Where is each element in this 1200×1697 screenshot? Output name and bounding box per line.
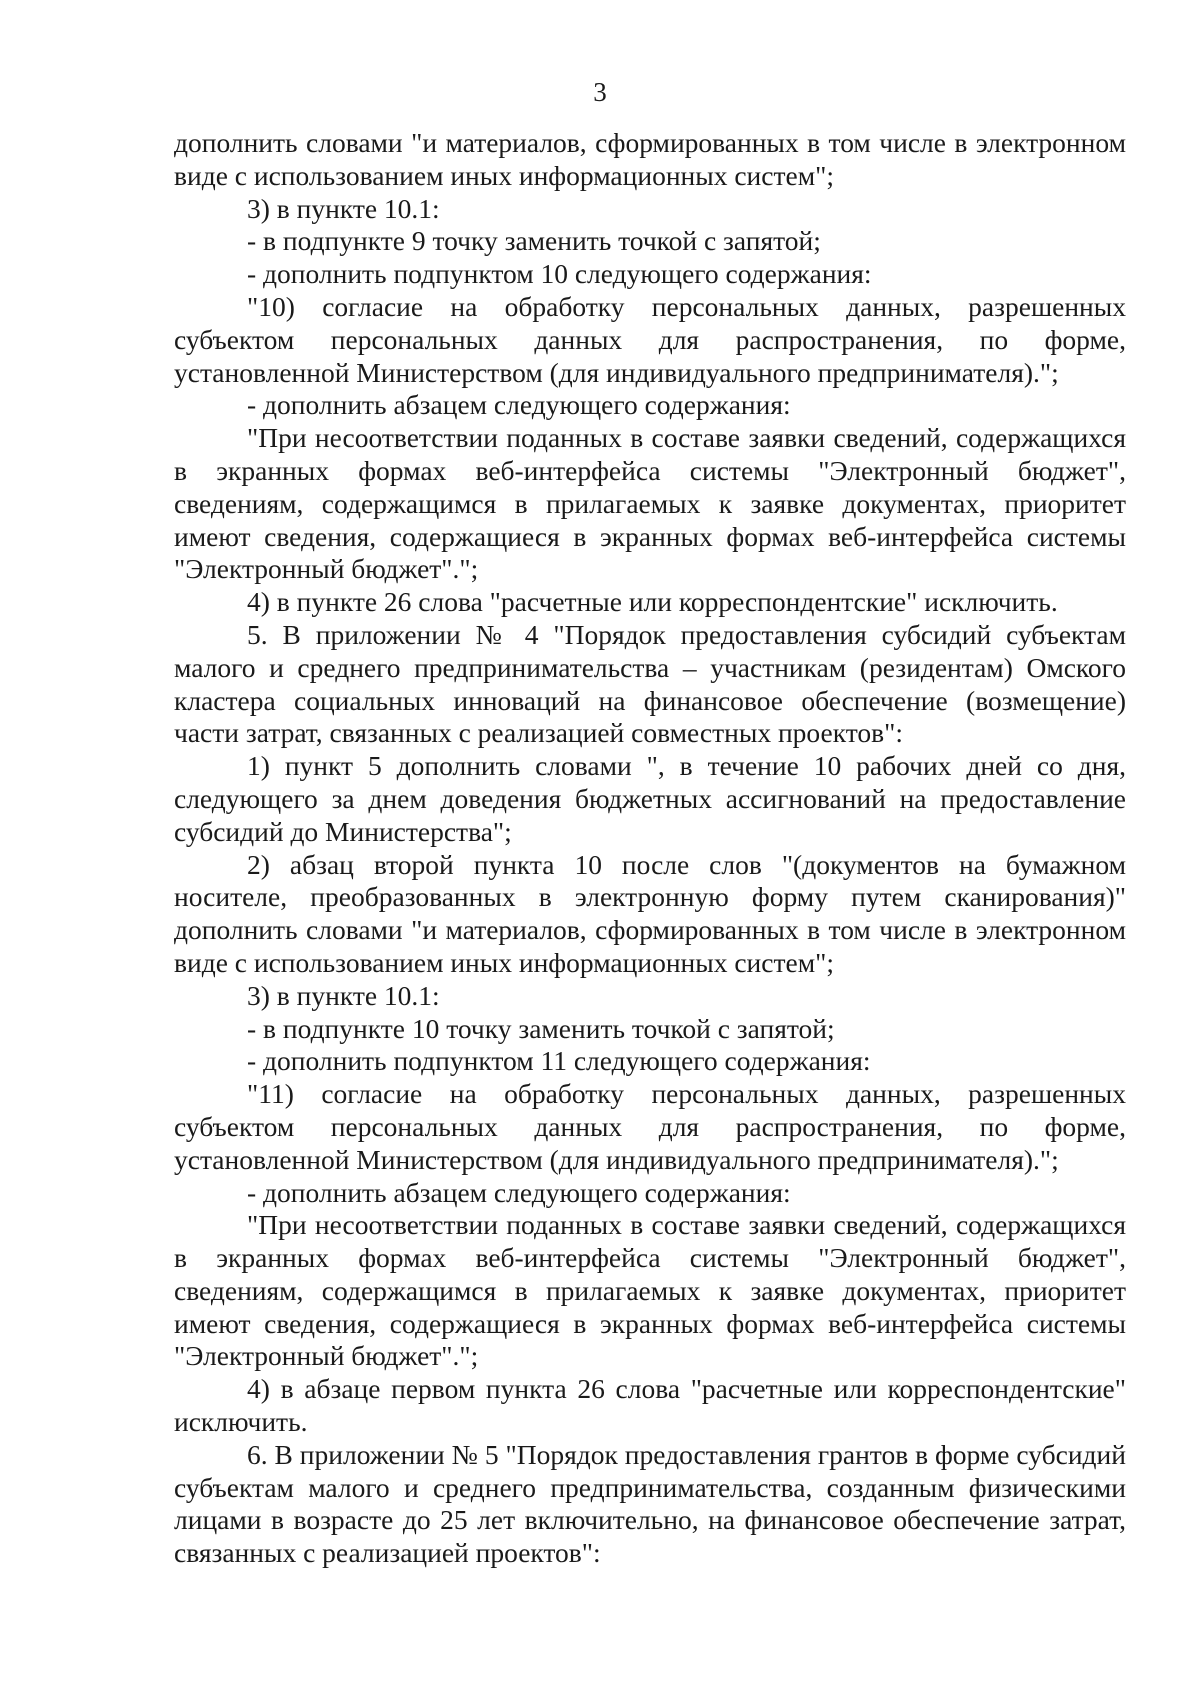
- paragraph: 4) в абзаце первом пункта 26 слова "расчетные или корреспондентские" исключить.: [174, 1373, 1126, 1438]
- paragraph: - дополнить подпунктом 10 следующего содержания:: [247, 258, 872, 290]
- paragraph: "При несоответствии поданных в составе заявки сведений, содержащихся в экранных формах веб-интерфейса системы "Электронный бюджет", сведениям, содержащимся в прилагаемых к заявке документах, приоритет имеют сведения, содержащиеся в экранных формах веб-интерфейса системы "Электронный бюджет".";: [174, 1209, 1126, 1372]
- paragraph: 1) пункт 5 дополнить словами ", в течение 10 рабочих дней со дня, следующего за днем доведения бюджетных ассигнований на предоставление субсидий до Министерства";: [174, 750, 1126, 847]
- page-number: 3: [593, 77, 607, 107]
- document-body: [174, 127, 1126, 1570]
- paragraph: "10) согласие на обработку персональных данных, разрешенных субъектом персональных данных для распространения, по форме, установленной Министерством (для индивидуального предпринимателя).";: [174, 290, 1126, 388]
- paragraph: 3) в пункте 10.1:: [247, 192, 440, 224]
- paragraph: - дополнить абзацем следующего содержания:: [247, 389, 791, 421]
- paragraph: "11) согласие на обработку персональных данных, разрешенных субъектом персональных данных для распространения, по форме, установленной Министерством (для индивидуального предпринимателя).";: [174, 1078, 1126, 1175]
- paragraph: 4) в пункте 26 слова "расчетные или корреспондентские" исключить.: [247, 586, 1058, 618]
- paragraph: 5. В приложении № 4 "Порядок предоставления субсидий субъектам малого и среднего предпринимательства – участникам (резидентам) Омского кластера социальных инноваций на финансовое обеспечение (возмещение) части затрат, связанных с реализацией совместных проектов":: [174, 618, 1126, 749]
- paragraph: - дополнить абзацем следующего содержания:: [247, 1176, 791, 1208]
- paragraph: - дополнить подпунктом 11 следующего содержания:: [247, 1045, 871, 1077]
- paragraph: - в подпункте 10 точку заменить точкой с запятой;: [247, 1012, 835, 1044]
- paragraph: "При несоответствии поданных в составе заявки сведений, содержащихся в экранных формах веб-интерфейса системы "Электронный бюджет", сведениям, содержащимся в прилагаемых к заявке документах, приоритет имеют сведения, содержащиеся в экранных формах веб-интерфейса системы "Электронный бюджет".";: [174, 422, 1126, 585]
- paragraph: 3) в пункте 10.1:: [247, 979, 440, 1011]
- paragraph: дополнить словами "и материалов, сформированных в том числе в электронном виде с использованием иных информационных систем";: [174, 127, 1126, 191]
- paragraph: 6. В приложении № 5 "Порядок предоставления грантов в форме субсидий субъектам малого и среднего предпринимательства, созданным физическими лицами в возрасте до 25 лет включительно, на финансовое обеспечение затрат, связанных с реализацией проектов":: [174, 1438, 1126, 1569]
- paragraph: - в подпункте 9 точку заменить точкой с запятой;: [247, 225, 821, 257]
- paragraph: 2) абзац второй пункта 10 после слов "(документов на бумажном носителе, преобразованных в электронную форму путем сканирования)" дополнить словами "и материалов, сформированных в том числе в электронном виде с использованием иных информационных систем";: [174, 848, 1126, 978]
